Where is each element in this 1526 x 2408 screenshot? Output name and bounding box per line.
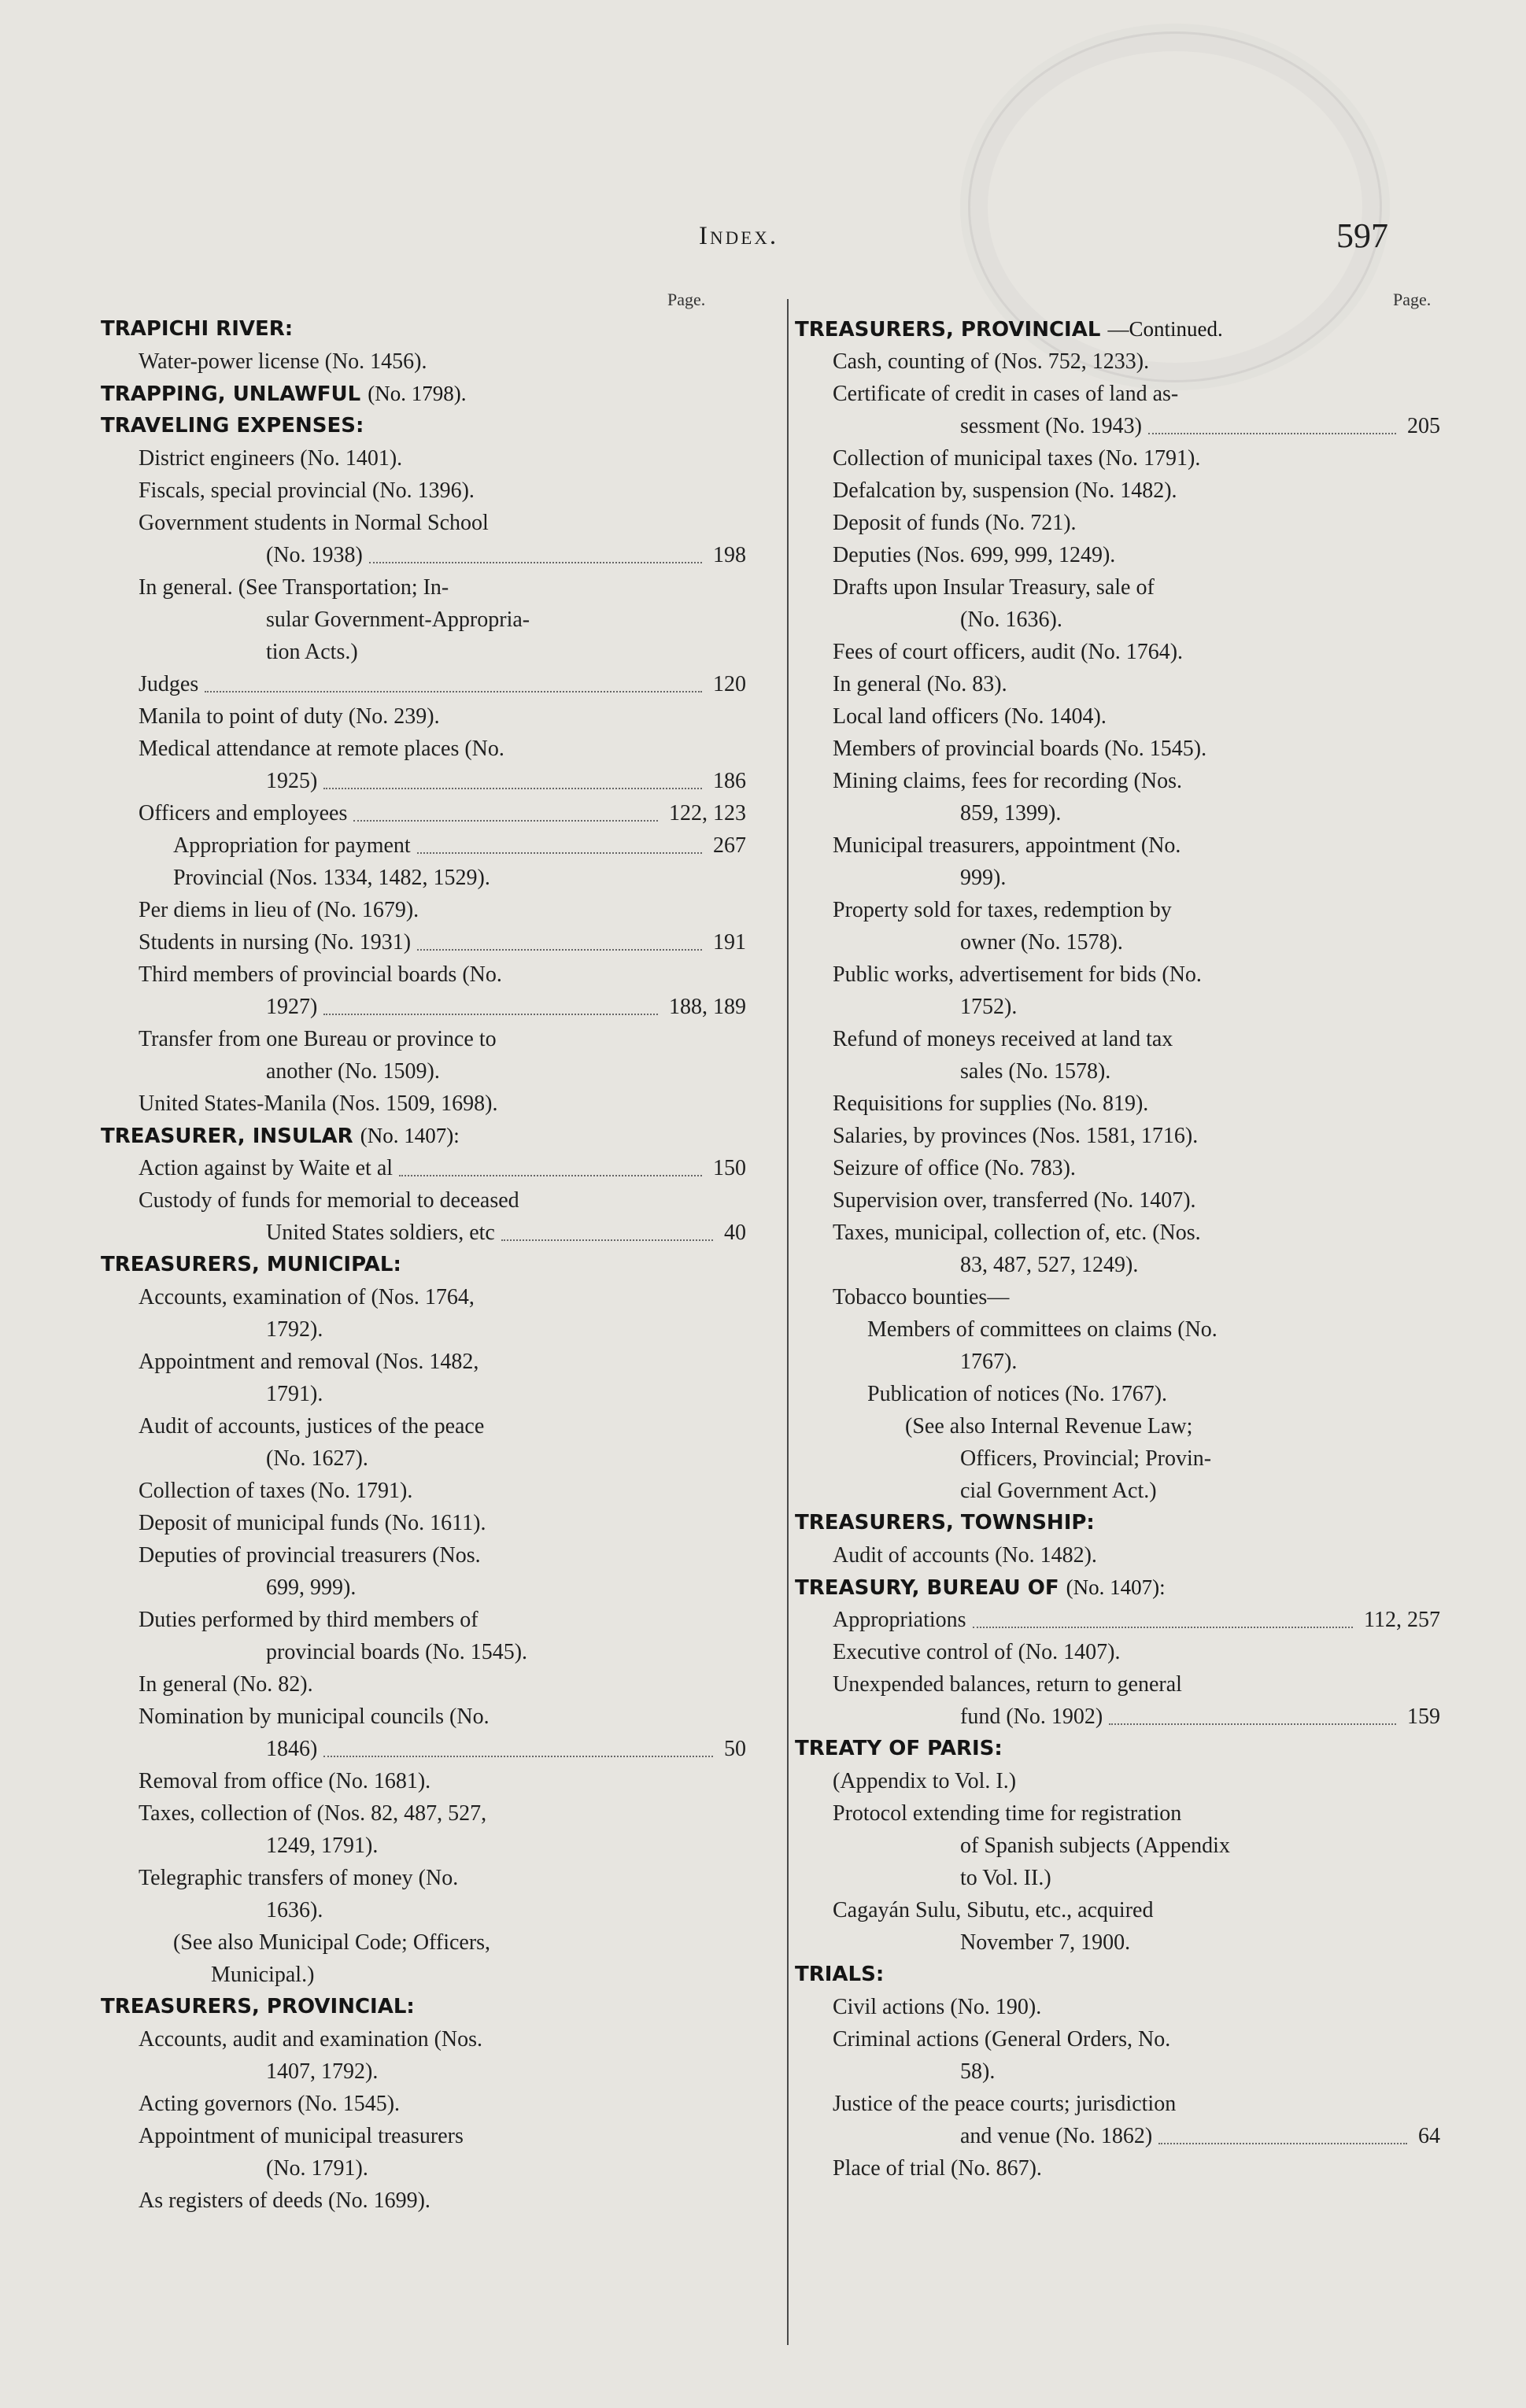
entry-text: United States soldiers, etc: [266, 1221, 495, 1245]
entry-text: Requisitions for supplies (No. 819).: [833, 1091, 1149, 1116]
dot-leader: [1158, 2143, 1407, 2144]
index-heading: [795, 313, 1440, 345]
heading-text: TREASURY, BUREAU OF: [795, 1576, 1059, 1600]
entry-text: Drafts upon Insular Treasury, sale of: [833, 575, 1155, 600]
entry-text: Deputies of provincial treasurers (Nos.: [139, 1543, 481, 1568]
entry-text: Custody of funds for memorial to deceased: [139, 1188, 519, 1213]
entry-text: 999).: [960, 866, 1007, 890]
index-entry: [795, 1797, 1440, 1830]
entry-text: Refund of moneys received at land tax: [833, 1027, 1173, 1051]
index-entry: [795, 797, 1440, 829]
index-entry: [101, 2023, 746, 2055]
page-reference: 120: [713, 672, 746, 696]
entry-text: Members of committees on claims (No.: [867, 1317, 1217, 1342]
entry-text: Telegraphic transfers of money (No.: [139, 1866, 459, 1890]
entry-text: Removal from office (No. 1681).: [139, 1769, 431, 1793]
index-entry: [795, 1862, 1440, 1894]
entry-text: 83, 487, 527, 1249).: [960, 1253, 1139, 1277]
index-heading: [101, 410, 746, 442]
page-reference: 198: [713, 543, 746, 567]
index-entry: [795, 2152, 1440, 2185]
index-entry: [101, 700, 746, 733]
entry-text: Collection of municipal taxes (No. 1791).: [833, 446, 1201, 471]
left-page-column-label: Page.: [667, 290, 706, 309]
index-heading: [795, 1507, 1440, 1539]
page-reference: 64: [1418, 2124, 1440, 2148]
index-entry: [795, 636, 1440, 668]
entry-text: Property sold for taxes, redemption by: [833, 898, 1172, 922]
page-header: [0, 216, 1526, 261]
entry-text: Acting governors (No. 1545).: [139, 2092, 401, 2116]
index-heading: [101, 1991, 746, 2023]
entry-text: Collection of taxes (No. 1791).: [139, 1479, 413, 1503]
dot-leader: [1148, 433, 1396, 434]
index-entry: [101, 1733, 746, 1765]
entry-text: Local land officers (No. 1404).: [833, 704, 1107, 729]
index-entry: [101, 1604, 746, 1636]
entry-text: Officers and employees: [139, 801, 348, 825]
index-entry: [795, 733, 1440, 765]
entry-text: Water-power license (No. 1456).: [139, 349, 427, 374]
entry-text: Medical attendance at remote places (No.: [139, 737, 504, 761]
index-entry: [101, 1055, 746, 1088]
entry-text: Unexpended balances, return to general: [833, 1672, 1182, 1697]
entry-text: Cagayán Sulu, Sibutu, etc., acquired: [833, 1898, 1154, 1922]
dot-leader: [973, 1627, 1354, 1628]
index-entry: [101, 1442, 746, 1475]
entry-text: of Spanish subjects (Appendix: [960, 1834, 1230, 1858]
entry-text: Civil actions (No. 190).: [833, 1995, 1042, 2019]
dot-leader: [417, 949, 702, 951]
entry-text: and venue (No. 1862): [960, 2124, 1153, 2148]
entry-text: (See also Municipal Code; Officers,: [173, 1930, 491, 1955]
index-entry: [101, 1023, 746, 1055]
entry-text: tion Acts.): [266, 640, 358, 664]
entry-text: (No. 1636).: [960, 608, 1062, 632]
entry-text: Officers, Provincial; Provin-: [960, 1446, 1212, 1471]
entry-text: Students in nursing (No. 1931): [139, 930, 412, 955]
index-entry: [101, 797, 746, 829]
entry-text: (Appendix to Vol. I.): [833, 1769, 1017, 1793]
index-entry: [795, 1636, 1440, 1668]
entry-text: Municipal treasurers, appointment (No.: [833, 833, 1181, 858]
entry-text: (See also Internal Revenue Law;: [905, 1414, 1193, 1439]
entry-text: sular Government-Appropria-: [266, 608, 530, 632]
index-entry: [101, 475, 746, 507]
entry-text: Deputies (Nos. 699, 999, 1249).: [833, 543, 1116, 567]
dot-leader: [323, 788, 702, 789]
entry-text: owner (No. 1578).: [960, 930, 1123, 955]
entry-text: Accounts, examination of (Nos. 1764,: [139, 1285, 475, 1309]
index-heading: [101, 1120, 746, 1152]
entry-text: 1752).: [960, 995, 1018, 1019]
index-entry: [795, 1539, 1440, 1571]
index-entry: [101, 1184, 746, 1217]
index-entry: [795, 2023, 1440, 2055]
entry-text: (No. 1627).: [266, 1446, 368, 1471]
index-entry: [795, 1442, 1440, 1475]
index-entry: [795, 1701, 1440, 1733]
index-entry: [795, 1023, 1440, 1055]
entry-text: Transfer from one Bureau or province to: [139, 1027, 497, 1051]
index-entry: [101, 894, 746, 926]
entry-text: Appointment and removal (Nos. 1482,: [139, 1350, 479, 1374]
entry-text: Protocol extending time for registration: [833, 1801, 1182, 1826]
heading-text: TREATY OF PARIS:: [795, 1737, 1003, 1760]
heading-reference: (No. 1407):: [360, 1124, 460, 1147]
entry-text: fund (No. 1902): [960, 1704, 1103, 1729]
index-entry: [101, 926, 746, 958]
index-entry: [101, 2120, 746, 2152]
entry-text: 1636).: [266, 1898, 323, 1922]
entry-text: 58).: [960, 2059, 996, 2084]
index-entry: [101, 1217, 746, 1249]
index-entry: [795, 862, 1440, 894]
left-index-column: [101, 313, 746, 2217]
index-entry: [101, 636, 746, 668]
page-reference: 40: [724, 1221, 746, 1245]
dot-leader: [205, 691, 702, 692]
dot-leader: [323, 1014, 658, 1015]
entry-text: Criminal actions (General Orders, No.: [833, 2027, 1171, 2052]
index-entry: [795, 1926, 1440, 1959]
entry-text: 1846): [266, 1737, 318, 1761]
entry-text: 859, 1399).: [960, 801, 1062, 825]
entry-text: 1249, 1791).: [266, 1834, 379, 1858]
index-entry: [795, 1894, 1440, 1926]
index-entry: [795, 571, 1440, 604]
entry-text: Appropriations: [833, 1608, 966, 1632]
heading-text: TREASURERS, PROVINCIAL:: [101, 1995, 415, 2018]
entry-text: Deposit of municipal funds (No. 1611).: [139, 1511, 486, 1535]
entry-text: Accounts, audit and examination (Nos.: [139, 2027, 483, 2052]
index-entry: [795, 668, 1440, 700]
entry-text: United States-Manila (Nos. 1509, 1698).: [139, 1091, 498, 1116]
index-entry: [101, 1571, 746, 1604]
index-entry: [101, 1862, 746, 1894]
entry-text: to Vol. II.): [960, 1866, 1051, 1890]
running-title: Index.: [699, 222, 779, 250]
dot-leader: [399, 1175, 702, 1176]
entry-text: (No. 1938): [266, 543, 363, 567]
index-entry: [795, 991, 1440, 1023]
index-heading: [101, 378, 746, 410]
index-entry: [101, 733, 746, 765]
entry-text: Defalcation by, suspension (No. 1482).: [833, 478, 1177, 503]
index-heading: [795, 1959, 1440, 1991]
page-reference: 188, 189: [669, 995, 746, 1019]
dot-leader: [369, 562, 702, 563]
entry-text: 1927): [266, 995, 318, 1019]
index-entry: [795, 2055, 1440, 2088]
index-entry: [795, 1313, 1440, 1346]
index-entry: [795, 958, 1440, 991]
entry-text: Fees of court officers, audit (No. 1764).: [833, 640, 1184, 664]
index-heading: [101, 1249, 746, 1281]
entry-text: Justice of the peace courts; jurisdiction: [833, 2092, 1177, 2116]
page-reference: 122, 123: [669, 801, 746, 825]
entry-text: In general (No. 83).: [833, 672, 1007, 696]
index-entry: [101, 1378, 746, 1410]
entry-text: Supervision over, transferred (No. 1407).: [833, 1188, 1196, 1213]
heading-text: TRAPPING, UNLAWFUL: [101, 382, 361, 406]
index-heading: [101, 313, 746, 345]
index-entry: [795, 1668, 1440, 1701]
index-entry: [795, 2120, 1440, 2152]
entry-text: Certificate of credit in cases of land as-: [833, 382, 1179, 406]
entry-text: Mining claims, fees for recording (Nos.: [833, 769, 1182, 793]
index-entry: [795, 345, 1440, 378]
entry-text: Taxes, municipal, collection of, etc. (Nos.: [833, 1221, 1201, 1245]
index-entry: [101, 1636, 746, 1668]
page-reference: 112, 257: [1364, 1608, 1440, 1632]
index-entry: [795, 410, 1440, 442]
entry-text: Audit of accounts, justices of the peace: [139, 1414, 485, 1439]
index-entry: [795, 1378, 1440, 1410]
index-entry: [795, 894, 1440, 926]
index-entry: [101, 1313, 746, 1346]
entry-text: Place of trial (No. 867).: [833, 2156, 1042, 2181]
entry-text: 699, 999).: [266, 1575, 357, 1600]
index-entry: [101, 1926, 746, 1959]
entry-text: Taxes, collection of (Nos. 82, 487, 527,: [139, 1801, 487, 1826]
heading-text: TREASURERS, MUNICIPAL:: [101, 1253, 401, 1276]
index-entry: [795, 1604, 1440, 1636]
entry-text: cial Government Act.): [960, 1479, 1157, 1503]
entry-text: Manila to point of duty (No. 239).: [139, 704, 440, 729]
heading-text: TRIALS:: [795, 1963, 885, 1986]
index-entry: [101, 1797, 746, 1830]
index-entry: [101, 1507, 746, 1539]
page-reference: 159: [1407, 1704, 1440, 1729]
index-entry: [101, 668, 746, 700]
index-entry: [101, 571, 746, 604]
entry-text: 1792).: [266, 1317, 323, 1342]
entry-text: (No. 1791).: [266, 2156, 368, 2181]
entry-text: District engineers (No. 1401).: [139, 446, 403, 471]
entry-text: Fiscals, special provincial (No. 1396).: [139, 478, 475, 503]
entry-text: Nomination by municipal councils (No.: [139, 1704, 490, 1729]
index-entry: [795, 1991, 1440, 2023]
index-entry: [101, 1894, 746, 1926]
heading-text: TREASURER, INSULAR: [101, 1125, 353, 1148]
entry-text: Action against by Waite et al: [139, 1156, 394, 1180]
page-reference: 267: [713, 833, 746, 858]
heading-text: TRAVELING EXPENSES:: [101, 414, 364, 438]
entry-text: sessment (No. 1943): [960, 414, 1142, 438]
heading-text: TREASURERS, TOWNSHIP:: [795, 1511, 1095, 1535]
index-entry: [795, 1281, 1440, 1313]
index-entry: [101, 862, 746, 894]
page-reference: 50: [724, 1737, 746, 1761]
entry-text: Appointment of municipal treasurers: [139, 2124, 464, 2148]
index-entry: [101, 2088, 746, 2120]
page-reference: 150: [713, 1156, 746, 1180]
dot-leader: [417, 852, 702, 854]
entry-text: Third members of provincial boards (No.: [139, 962, 502, 987]
entry-text: Publication of notices (No. 1767).: [867, 1382, 1168, 1406]
entry-text: provincial boards (No. 1545).: [266, 1640, 528, 1664]
index-entry: [101, 1765, 746, 1797]
entry-text: Salaries, by provinces (Nos. 1581, 1716).: [833, 1124, 1199, 1148]
entry-text: Executive control of (No. 1407).: [833, 1640, 1121, 1664]
index-entry: [795, 539, 1440, 571]
entry-text: In general (No. 82).: [139, 1672, 313, 1697]
heading-reference: (No. 1407):: [1066, 1575, 1166, 1599]
heading-reference: —Continued.: [1107, 317, 1223, 341]
index-entry: [101, 1830, 746, 1862]
index-entry: [101, 765, 746, 797]
index-entry: [101, 1959, 746, 1991]
page-reference: 191: [713, 930, 746, 955]
index-entry: [795, 442, 1440, 475]
index-entry: [795, 1120, 1440, 1152]
index-entry: [795, 926, 1440, 958]
entry-text: Deposit of funds (No. 721).: [833, 511, 1077, 535]
entry-text: Cash, counting of (Nos. 752, 1233).: [833, 349, 1150, 374]
index-entry: [101, 991, 746, 1023]
index-entry: [101, 604, 746, 636]
entry-text: 1407, 1792).: [266, 2059, 379, 2084]
index-entry: [795, 475, 1440, 507]
index-entry: [101, 1410, 746, 1442]
index-entry: [795, 378, 1440, 410]
index-entry: [101, 1701, 746, 1733]
index-heading: [795, 1733, 1440, 1765]
index-entry: [101, 958, 746, 991]
index-entry: [795, 1830, 1440, 1862]
dot-leader: [353, 820, 658, 822]
index-entry: [795, 1410, 1440, 1442]
index-entry: [101, 442, 746, 475]
entry-text: Appropriation for payment: [173, 833, 411, 858]
index-entry: [101, 507, 746, 539]
index-entry: [101, 1346, 746, 1378]
entry-text: 1925): [266, 769, 318, 793]
entry-text: Duties performed by third members of: [139, 1608, 478, 1632]
index-entry: [101, 1088, 746, 1120]
index-entry: [795, 1346, 1440, 1378]
dot-leader: [501, 1239, 713, 1241]
right-page-column-label: Page.: [1393, 290, 1432, 309]
entry-text: Provincial (Nos. 1334, 1482, 1529).: [173, 866, 490, 890]
index-entry: [795, 1765, 1440, 1797]
index-entry: [101, 1668, 746, 1701]
index-entry: [795, 1055, 1440, 1088]
index-entry: [101, 539, 746, 571]
entry-text: Seizure of office (No. 783).: [833, 1156, 1076, 1180]
entry-text: In general. (See Transportation; In-: [139, 575, 449, 600]
entry-text: 1767).: [960, 1350, 1018, 1374]
index-entry: [795, 507, 1440, 539]
dot-leader: [323, 1756, 713, 1757]
index-entry: [101, 1281, 746, 1313]
entry-text: Per diems in lieu of (No. 1679).: [139, 898, 419, 922]
index-entry: [795, 829, 1440, 862]
entry-text: Tobacco bounties—: [833, 1285, 1010, 1309]
entry-text: another (No. 1509).: [266, 1059, 440, 1084]
entry-text: Judges: [139, 672, 199, 696]
entry-text: Public works, advertisement for bids (No.: [833, 962, 1202, 987]
index-heading: [795, 1571, 1440, 1604]
index-entry: [101, 2185, 746, 2217]
entry-text: Members of provincial boards (No. 1545).: [833, 737, 1207, 761]
index-entry: [101, 1539, 746, 1571]
right-index-column: [795, 313, 1440, 2185]
index-entry: [101, 1475, 746, 1507]
entry-text: Audit of accounts (No. 1482).: [833, 1543, 1097, 1568]
heading-text: TREASURERS, PROVINCIAL: [795, 318, 1101, 342]
index-entry: [795, 1475, 1440, 1507]
index-entry: [795, 700, 1440, 733]
page-number: 597: [1336, 216, 1388, 255]
index-entry: [795, 2088, 1440, 2120]
index-entry: [795, 1217, 1440, 1249]
index-entry: [795, 1152, 1440, 1184]
index-entry: [795, 1249, 1440, 1281]
entry-text: November 7, 1900.: [960, 1930, 1131, 1955]
index-entry: [101, 2055, 746, 2088]
heading-text: TRAPICHI RIVER:: [101, 317, 294, 341]
dot-leader: [1109, 1723, 1396, 1725]
entry-text: As registers of deeds (No. 1699).: [139, 2188, 430, 2213]
index-entry: [795, 1184, 1440, 1217]
index-entry: [795, 1088, 1440, 1120]
entry-text: sales (No. 1578).: [960, 1059, 1111, 1084]
index-entry: [101, 345, 746, 378]
page-reference: 186: [713, 769, 746, 793]
index-entry: [101, 2152, 746, 2185]
entry-text: 1791).: [266, 1382, 323, 1406]
index-entry: [101, 1152, 746, 1184]
page-reference: 205: [1407, 414, 1440, 438]
index-entry: [795, 765, 1440, 797]
entry-text: Government students in Normal School: [139, 511, 489, 535]
column-divider: [787, 299, 789, 2345]
index-entry: [795, 604, 1440, 636]
index-entry: [101, 829, 746, 862]
entry-text: Municipal.): [211, 1963, 315, 1987]
heading-reference: (No. 1798).: [368, 382, 467, 405]
